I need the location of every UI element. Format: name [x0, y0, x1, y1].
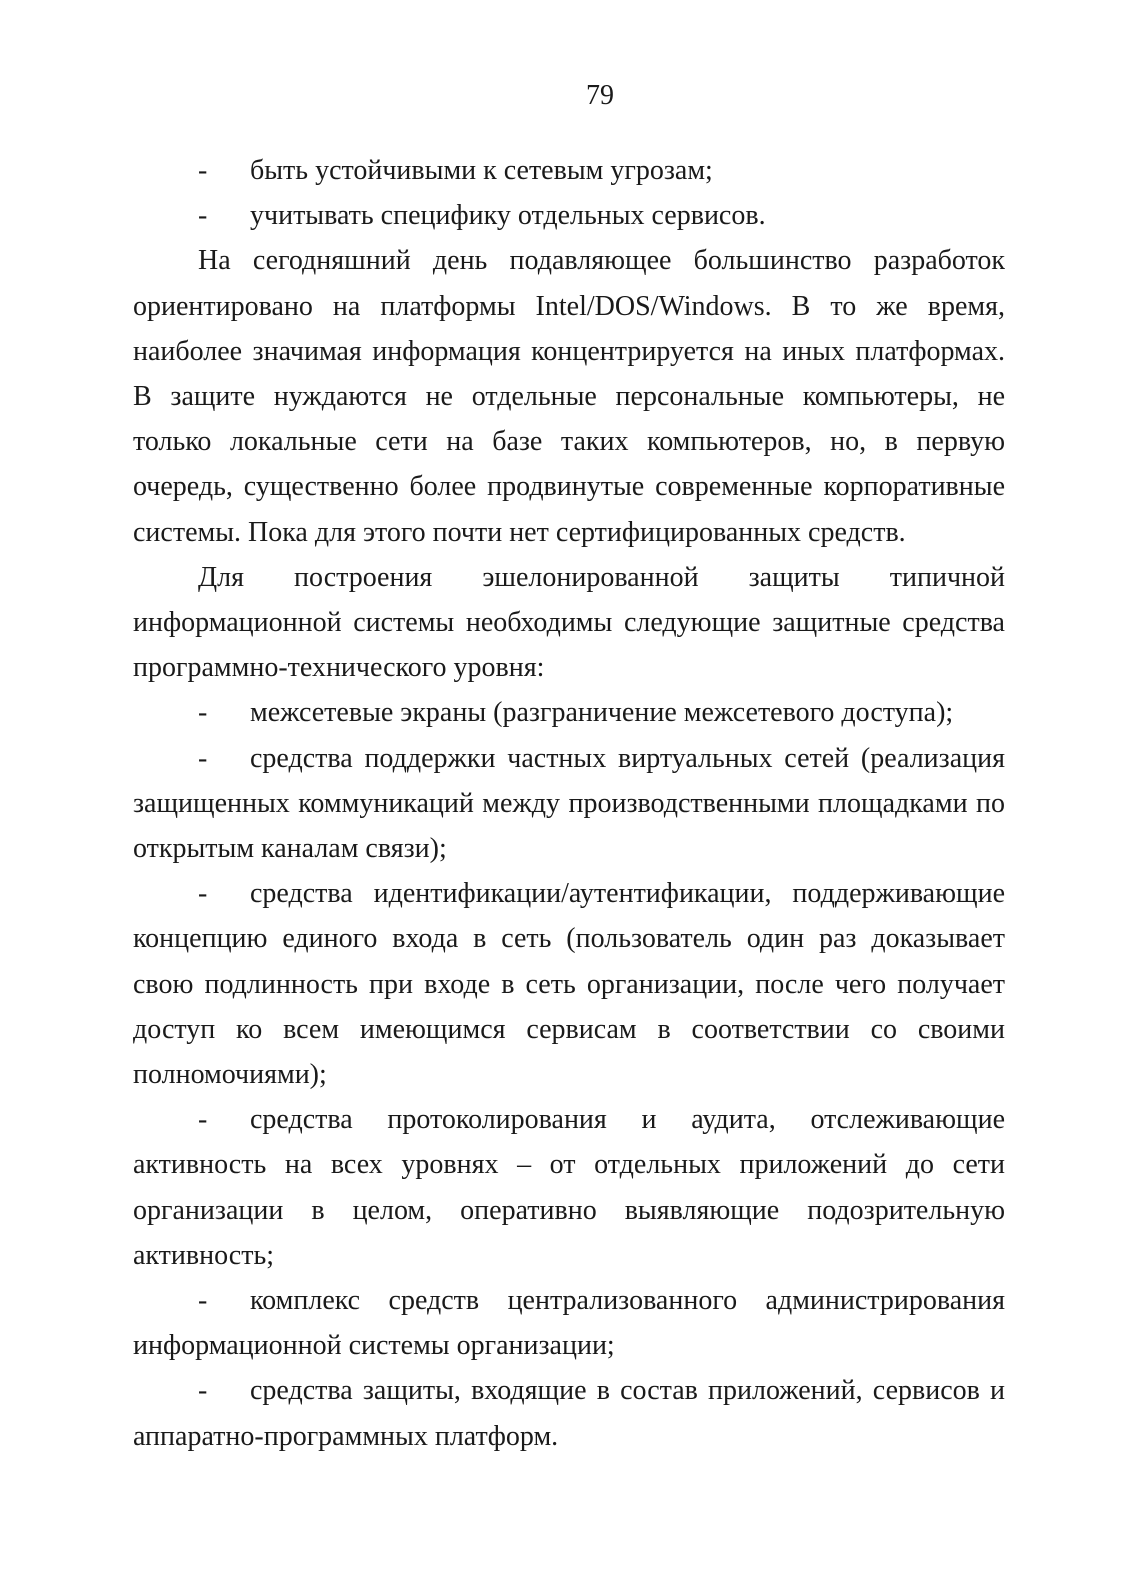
bullet-dash: - [198, 697, 208, 729]
list-item-text: учитывать специфику отдельных сервисов. [250, 200, 766, 232]
list-item [133, 1097, 1005, 1278]
bullet-dash: - [198, 1104, 208, 1136]
list-item [133, 690, 1005, 735]
list-item-text: комплекс средств централизованного администрирования информационной системы организации; [133, 1285, 1005, 1362]
bullet-dash: - [198, 878, 208, 910]
list-item [133, 871, 1005, 1097]
bullet-dash: - [198, 1375, 208, 1407]
list-item [133, 736, 1005, 872]
list-item-text: средства идентификации/аутентификации, поддерживающие концепцию единого входа в сеть (пользователь один раз доказывает свою подлинность при входе в сеть организации, после чего получает доступ ко всем имеющимся сервисам в соответствии со своими полномочиями); [133, 878, 1005, 1091]
bullet-dash: - [198, 200, 208, 232]
list-item [133, 148, 1005, 193]
body-text [133, 148, 1005, 1459]
paragraph: Для построения эшелонированной защиты типичной информационной системы необходимы следующие защитные средства программно-технического уровня: [133, 561, 1005, 684]
list-item-text: средства протоколирования и аудита, отслеживающие активность на всех уровнях – от отдельных приложений до сети организации в целом, оперативно выявляющие подозрительную активность; [133, 1104, 1005, 1271]
bullet-dash: - [198, 155, 208, 186]
paragraph: На сегодняшний день подавляющее большинство разработок ориентировано на платформы Intel/DOS/Windows. В то же время, наиболее значимая информация концентрируется на иных платформах. В защите нуждаются не отдельные персональные компьютеры, не только локальные сети на базе таких компьютеров, но, в первую очередь, существенно более продвинутые современные корпоративные системы. Пока для этого почти нет сертифицированных средств. [133, 245, 1005, 548]
list-item [133, 1368, 1005, 1458]
list-item-text: межсетевые экраны (разграничение межсетевого доступа); [250, 697, 954, 729]
list-item-text: средства поддержки частных виртуальных сетей (реализация защищенных коммуникаций между производственными площадками по открытым каналам связи); [133, 742, 1005, 865]
bullet-dash: - [198, 1285, 208, 1317]
list-item-text: быть устойчивыми к сетевым угрозам; [250, 155, 713, 186]
bullet-dash: - [198, 742, 208, 774]
list-item [133, 1278, 1005, 1368]
list-item-text: средства защиты, входящие в состав приложений, сервисов и аппаратно-программных платформ. [133, 1375, 1005, 1452]
list-item [133, 193, 1005, 238]
page-number: 79 [586, 80, 614, 111]
